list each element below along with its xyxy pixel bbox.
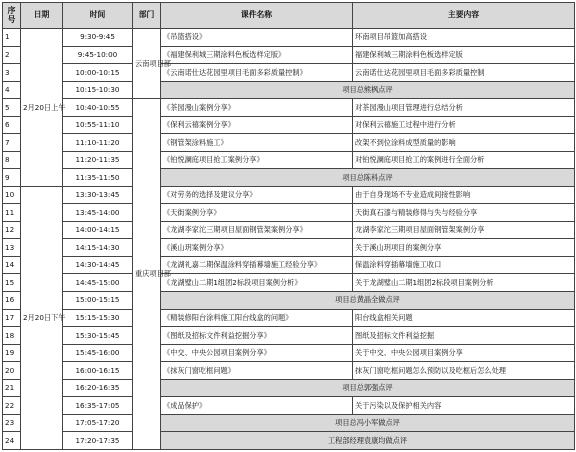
row-number: 4	[3, 81, 21, 99]
row-number: 13	[3, 239, 21, 257]
table-row	[3, 256, 575, 274]
table-row	[3, 362, 575, 380]
time-cell: 15:45-16:00	[63, 344, 133, 362]
time-cell: 11:10-11:20	[63, 134, 133, 152]
row-number: 14	[3, 256, 21, 274]
header-course: 课件名称	[161, 3, 353, 29]
dept-cell: 重庆项目部	[133, 99, 161, 450]
content-cell: 龙湖李家沱三期项目屋面钢管架案例分享	[353, 221, 575, 239]
table-row	[3, 99, 575, 117]
time-cell: 11:35-11:50	[63, 169, 133, 187]
content-cell: 阳台线盒相关问题	[353, 309, 575, 327]
table-row	[3, 64, 575, 82]
row-number: 3	[3, 64, 21, 82]
table-row	[3, 414, 575, 432]
course-cell: 《龙湖礼嘉二期保温涂料穿插幕墙施工经验分享》	[161, 256, 353, 274]
time-cell: 9:30-9:45	[63, 29, 133, 47]
table-row	[3, 274, 575, 292]
row-number: 2	[3, 46, 21, 64]
time-cell: 10:00-10:15	[63, 64, 133, 82]
header-no: 序号	[3, 3, 21, 29]
row-number: 16	[3, 291, 21, 309]
row-number: 1	[3, 29, 21, 47]
table-row	[3, 29, 575, 47]
row-number: 6	[3, 116, 21, 134]
row-number: 17	[3, 309, 21, 327]
row-number: 9	[3, 169, 21, 187]
time-cell: 14:45-15:00	[63, 274, 133, 292]
time-cell: 14:15-14:30	[63, 239, 133, 257]
row-number: 18	[3, 327, 21, 345]
row-number: 22	[3, 397, 21, 415]
content-cell: 关于中交、中央公园项目案例分享	[353, 344, 575, 362]
course-cell: 《对劳务的选择及建议分享》	[161, 186, 353, 204]
content-cell: 福建保利城三期涂料色板选样定版	[353, 46, 575, 64]
content-cell: 天街真石漆与精装修得与失与经验分享	[353, 204, 575, 222]
review-cell: 项目总冯小军做点评	[161, 414, 575, 432]
course-cell: 《钢管架涂料施工》	[161, 134, 353, 152]
table-row	[3, 204, 575, 222]
table-row	[3, 397, 575, 415]
row-number: 5	[3, 99, 21, 117]
table-row	[3, 151, 575, 169]
review-cell: 项目总熊枫点评	[161, 81, 575, 99]
course-cell: 《精装修阳台涂料施工阳台线盒的问题》	[161, 309, 353, 327]
time-cell: 13:45-14:00	[63, 204, 133, 222]
content-cell: 环南项目吊篮加高搭设	[353, 29, 575, 47]
course-cell: 《吊篮搭设》	[161, 29, 353, 47]
time-cell: 9:45-10:00	[63, 46, 133, 64]
course-cell: 《茶园漫山案例分享》	[161, 99, 353, 117]
table-row	[3, 221, 575, 239]
time-cell: 10:40-10:55	[63, 99, 133, 117]
table-row	[3, 309, 575, 327]
time-cell: 16:35-17:05	[63, 397, 133, 415]
course-cell: 《龙湖璧山二期1组团2标段项目案例分析》	[161, 274, 353, 292]
header-time: 时间	[63, 3, 133, 29]
time-cell: 15:00-15:15	[63, 291, 133, 309]
dept-cell: 云南项目部	[133, 29, 161, 99]
content-cell: 抹灰门窗吃框问题怎么预防以及吃框后怎么处理	[353, 362, 575, 380]
content-cell: 关于龙湖璧山二期1组团2标段项目案例分析	[353, 274, 575, 292]
time-cell: 13:30-13:45	[63, 186, 133, 204]
content-cell: 关于污染以及保护相关内容	[353, 397, 575, 415]
table-row	[3, 344, 575, 362]
row-number: 19	[3, 344, 21, 362]
content-cell: 保温涂料穿插幕墙施工收口	[353, 256, 575, 274]
content-cell: 云南诺仕达花园里项目毛面多彩质量控制	[353, 64, 575, 82]
row-number: 8	[3, 151, 21, 169]
row-number: 20	[3, 362, 21, 380]
row-number: 10	[3, 186, 21, 204]
time-cell: 17:20-17:35	[63, 432, 133, 450]
table-row	[3, 46, 575, 64]
table-row	[3, 379, 575, 397]
content-cell: 对保利云禧施工过程中进行分析	[353, 116, 575, 134]
time-cell: 16:00-16:15	[63, 362, 133, 380]
schedule-table	[2, 2, 575, 450]
course-cell: 《成品保护》	[161, 397, 353, 415]
schedule-body	[3, 29, 575, 450]
table-row	[3, 432, 575, 450]
time-cell: 15:30-15:45	[63, 327, 133, 345]
content-cell: 关于溪山玥项目的案例分享	[353, 239, 575, 257]
course-cell: 《福建保利城三期涂料色板选样定版》	[161, 46, 353, 64]
content-cell: 改架不到位涂料成型质量的影响	[353, 134, 575, 152]
content-cell: 由于自身现场不专业造成间接性影响	[353, 186, 575, 204]
header-dept: 部门	[133, 3, 161, 29]
time-cell: 17:05-17:20	[63, 414, 133, 432]
time-cell: 16:20-16:35	[63, 379, 133, 397]
content-cell: 对茶园漫山项目管理进行总结分析	[353, 99, 575, 117]
row-number: 7	[3, 134, 21, 152]
time-cell: 10:55-11:10	[63, 116, 133, 134]
row-number: 12	[3, 221, 21, 239]
row-number: 24	[3, 432, 21, 450]
course-cell: 《天街案例分享》	[161, 204, 353, 222]
row-number: 23	[3, 414, 21, 432]
review-cell: 项目总黄晶全做点评	[161, 291, 575, 309]
row-number: 21	[3, 379, 21, 397]
content-cell: 对铂悦澜庭项目抢工的案例进行全面分析	[353, 151, 575, 169]
course-cell: 《铂悦澜庭项目抢工案例分享》	[161, 151, 353, 169]
course-cell: 《保利云禧案例分享》	[161, 116, 353, 134]
review-cell: 项目总郭强点评	[161, 379, 575, 397]
date-cell: 2月20日上午	[21, 29, 63, 187]
course-cell: 《图纸及招标文件利益挖掘分享》	[161, 327, 353, 345]
course-cell: 《抹灰门窗吃框问题》	[161, 362, 353, 380]
review-cell: 工程部经理袁康均做点评	[161, 432, 575, 450]
table-row	[3, 291, 575, 309]
content-cell: 图纸及招标文件利益挖掘	[353, 327, 575, 345]
table-row	[3, 134, 575, 152]
table-row	[3, 327, 575, 345]
table-row	[3, 116, 575, 134]
date-cell: 2月20日下午	[21, 186, 63, 449]
header-content: 主要内容	[353, 3, 575, 29]
row-number: 15	[3, 274, 21, 292]
header-row	[3, 3, 575, 29]
time-cell: 14:00-14:15	[63, 221, 133, 239]
table-row	[3, 81, 575, 99]
course-cell: 《溪山玥案例分享》	[161, 239, 353, 257]
table-row	[3, 239, 575, 257]
table-row	[3, 169, 575, 187]
course-cell: 《云南诺仕达花园里项目毛面多彩质量控制》	[161, 64, 353, 82]
time-cell: 10:15-10:30	[63, 81, 133, 99]
review-cell: 项目总陈科点评	[161, 169, 575, 187]
header-date: 日期	[21, 3, 63, 29]
time-cell: 14:30-14:45	[63, 256, 133, 274]
course-cell: 《龙湖李家沱三期项目屋面钢管架案例分享》	[161, 221, 353, 239]
course-cell: 《中交、中央公园项目案例分享》	[161, 344, 353, 362]
row-number: 11	[3, 204, 21, 222]
time-cell: 15:15-15:30	[63, 309, 133, 327]
table-row	[3, 186, 575, 204]
time-cell: 11:20-11:35	[63, 151, 133, 169]
